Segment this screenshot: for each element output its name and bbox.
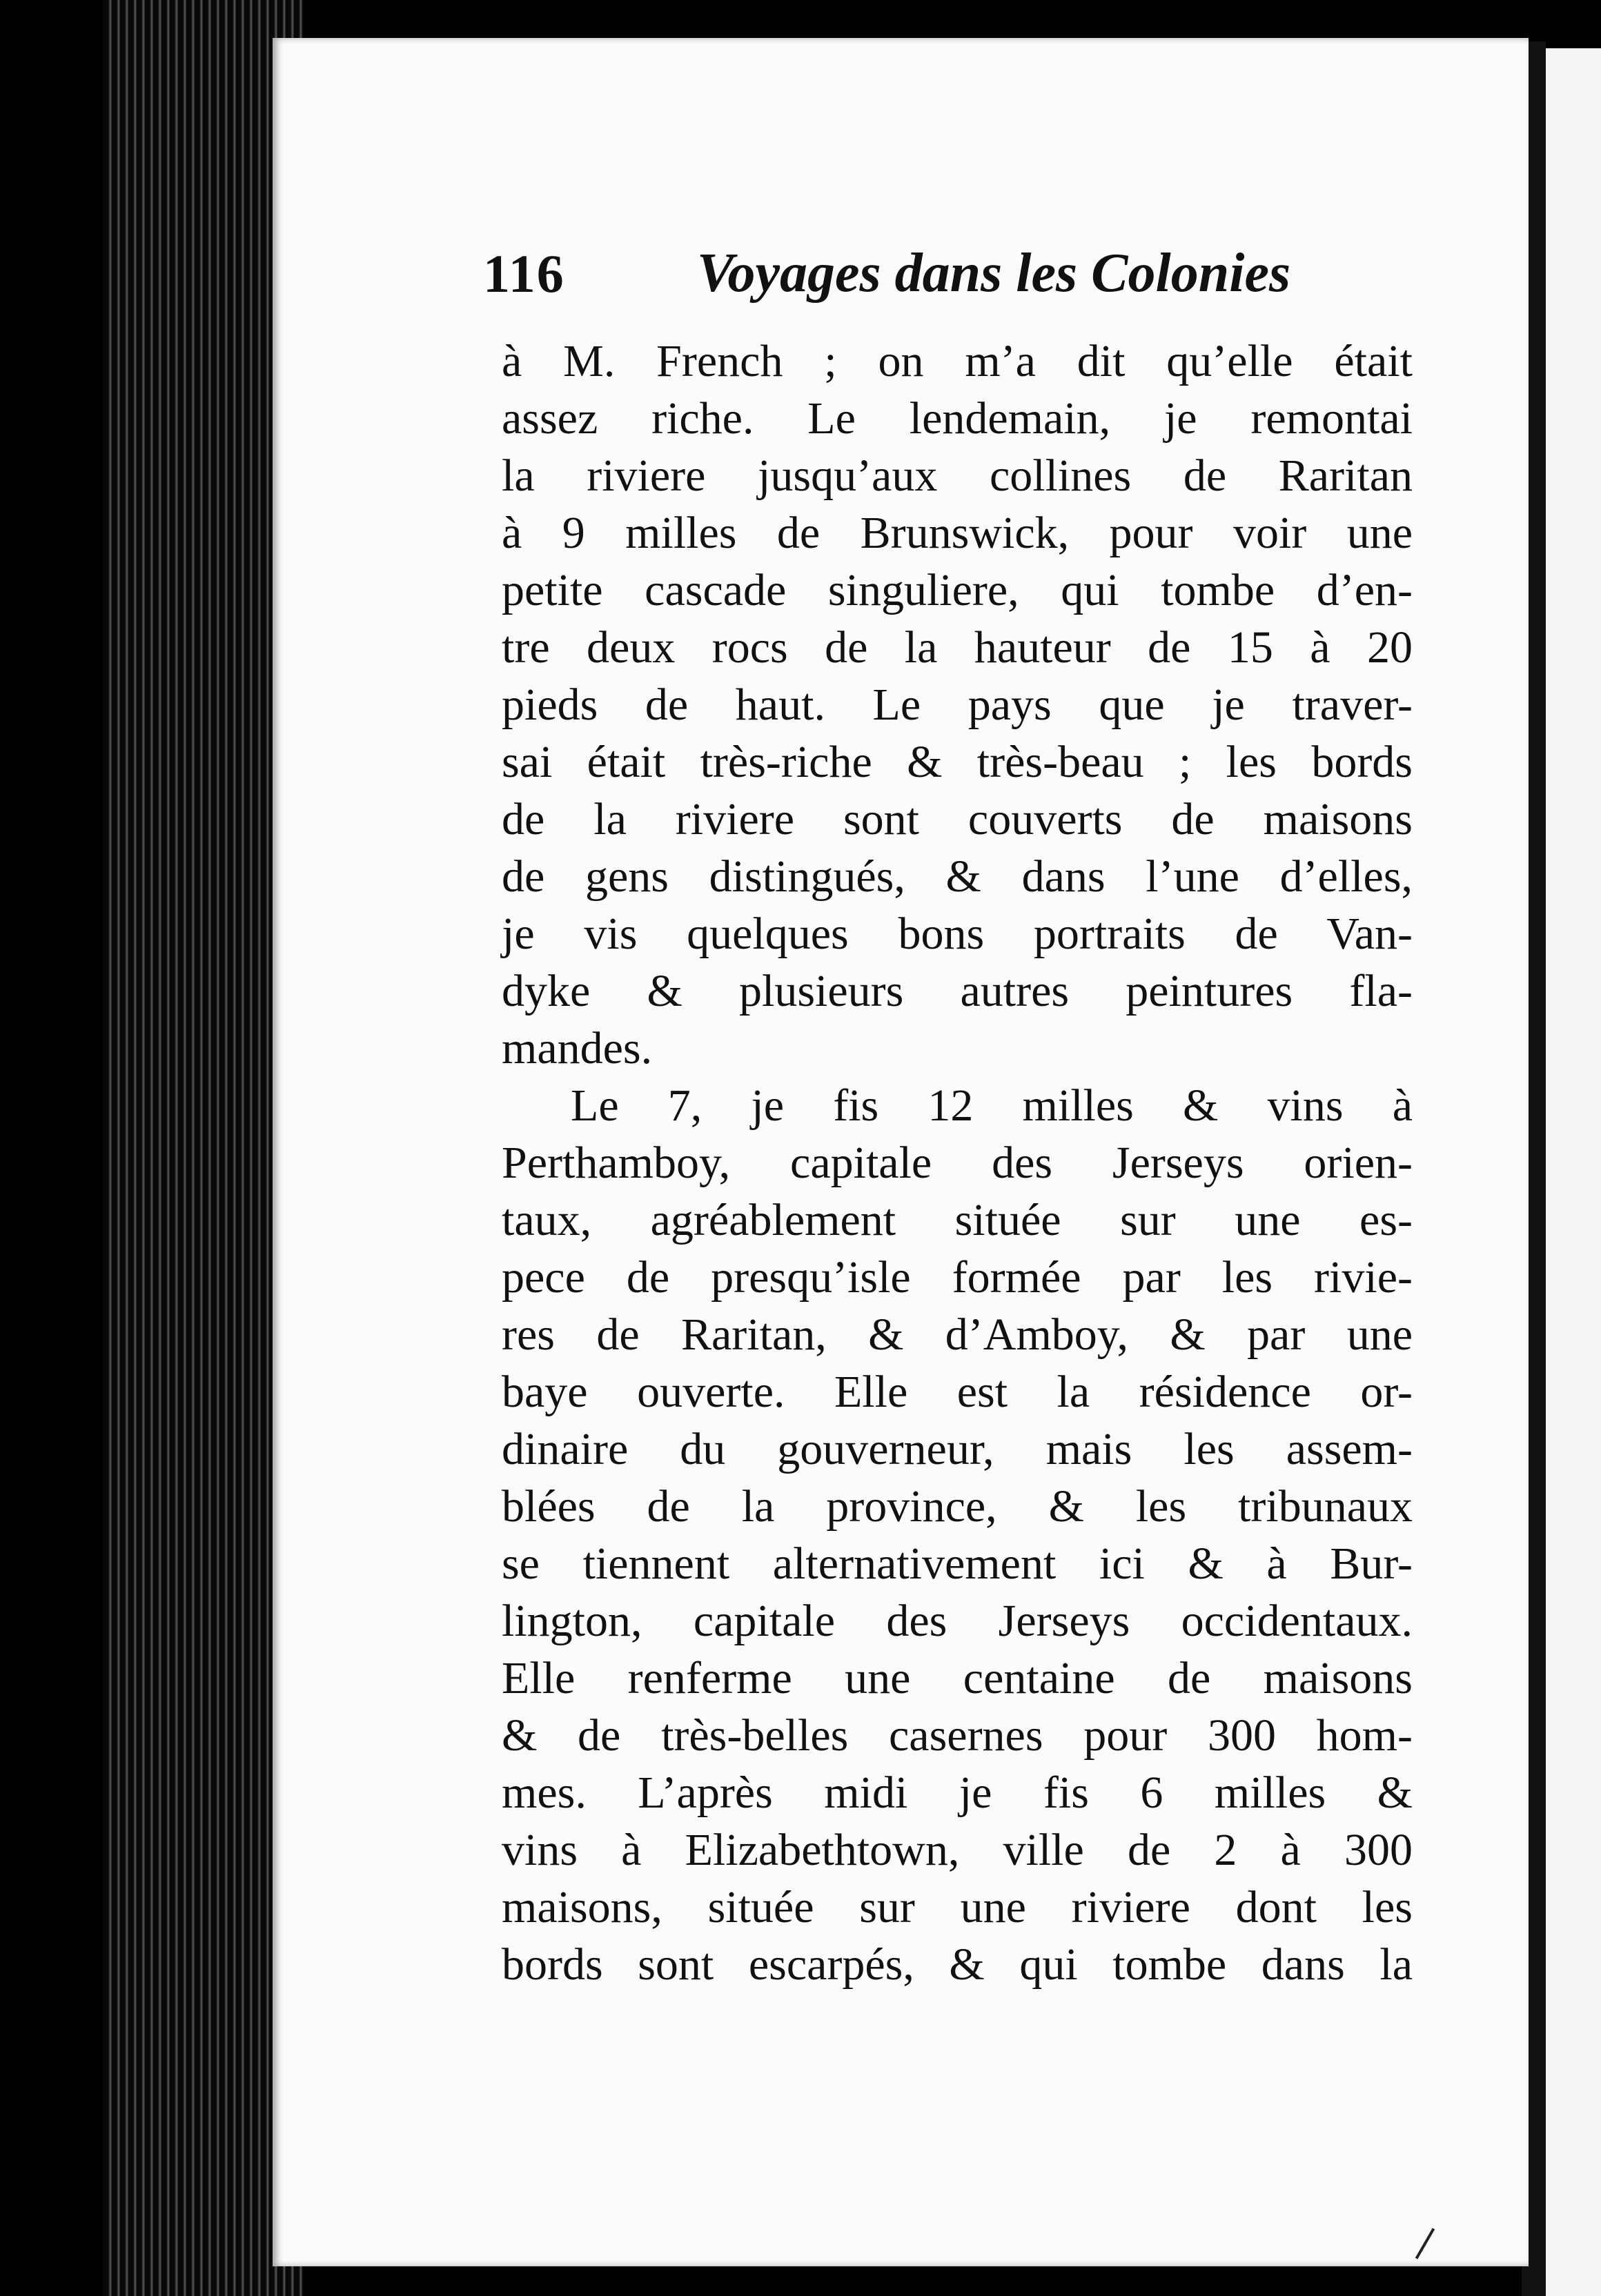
text-line: je vis quelques bons portraits de Van-: [502, 909, 1413, 959]
text-line: de gens distingués, & dans l’une d’elles,: [502, 851, 1413, 902]
page-header: [483, 222, 1477, 305]
text-line: se tiennent alternativement ici & à Bur-: [502, 1538, 1413, 1589]
text-line: bords sont escarpés, & qui tombe dans la: [502, 1939, 1413, 1990]
paragraph: [502, 333, 1413, 1077]
text-line: baye ouverte. Elle est la résidence or-: [502, 1367, 1413, 1417]
text-line: taux, agréablement située sur une es-: [502, 1195, 1413, 1245]
text-line: dyke & plusieurs autres peintures fla-: [502, 966, 1413, 1016]
text-line: tre deux rocs de la hauteur de 15 à 20: [502, 622, 1413, 673]
text-line: & de très-belles casernes pour 300 hom-: [502, 1710, 1413, 1761]
page-number: 116: [483, 244, 565, 304]
text-line: maisons, située sur une riviere dont les: [502, 1882, 1413, 1932]
text-line: petite cascade singuliere, qui tombe d’en-: [502, 565, 1413, 615]
text-line: lington, capitale des Jerseys occidentaux.: [502, 1596, 1413, 1646]
text-line: assez riche. Le lendemain, je remontai: [502, 393, 1413, 444]
text-line: pece de presqu’isle formée par les rivie-: [502, 1252, 1413, 1303]
text-line: vins à Elizabethtown, ville de 2 à 300: [502, 1825, 1413, 1875]
text-line: mes. L’après midi je fis 6 milles &: [502, 1768, 1413, 1818]
text-line: Perthamboy, capitale des Jerseys orien-: [502, 1138, 1413, 1188]
text-line: de la riviere sont couverts de maisons: [502, 794, 1413, 844]
text-line: sai était très-riche & très-beau ; les bords: [502, 737, 1413, 787]
body-text: [502, 333, 1413, 1993]
text-line: blées de la province, & les tribunaux: [502, 1481, 1413, 1532]
text-line: à M. French ; on m’a dit qu’elle était: [502, 336, 1413, 386]
facing-page-edge: [1546, 48, 1601, 2296]
text-line: dinaire du gouverneur, mais les assem-: [502, 1424, 1413, 1474]
paragraph: [502, 1077, 1413, 1993]
running-title: Voyages dans les Colonies: [697, 243, 1291, 304]
text-line: la riviere jusqu’aux collines de Raritan: [502, 451, 1413, 501]
text-line: Elle renferme une centaine de maisons: [502, 1653, 1413, 1703]
text-line: Le 7, je fis 12 milles & vins à: [571, 1080, 1413, 1131]
text-line: à 9 milles de Brunswick, pour voir une: [502, 508, 1413, 558]
text-line: res de Raritan, & d’Amboy, & par une: [502, 1309, 1413, 1360]
text-line: mandes.: [502, 1023, 653, 1073]
text-line: pieds de haut. Le pays que je traver-: [502, 680, 1413, 730]
